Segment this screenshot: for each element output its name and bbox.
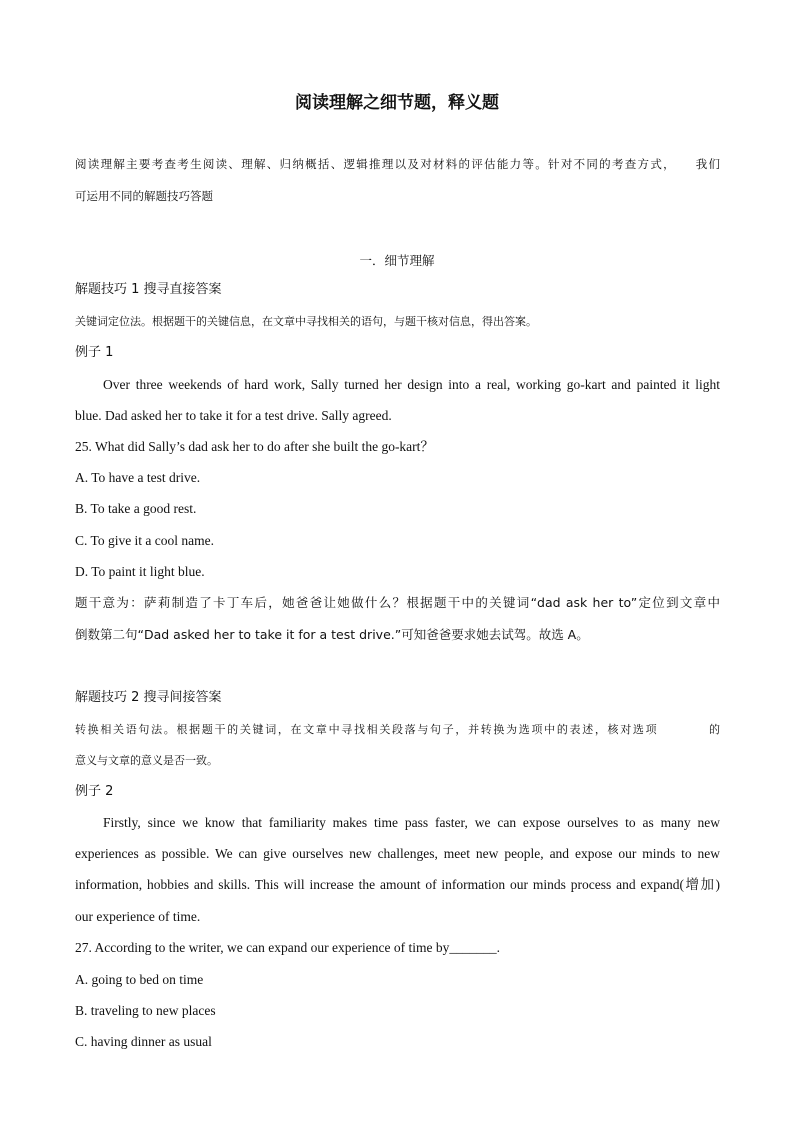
example-1-label: 例子 1: [75, 345, 114, 360]
example-2-label: 例子 2: [75, 784, 114, 799]
passage-2-line-4: our experience of time.: [75, 909, 201, 924]
analysis-1-line-2: 倒数第二句“Dad asked her to take it for a test drive.”可知爸爸要求她去试驾。故选 A。: [75, 627, 589, 642]
intro-line-2: 可运用不同的解题技巧答题: [75, 189, 213, 203]
tip2-title: 解题技巧 2 搜寻间接答案: [75, 690, 222, 705]
tip2-desc-line-1: 转换相关语句法。根据题干的关键词，在文章中寻找相关段落与句子，并转换为选项中的表述，核对选项 的: [75, 723, 720, 736]
intro-line-1: 阅读理解主要考查考生阅读、理解、归纳概括、逻辑推理以及对材料的评估能力等。针对不同的考查方式， 我们: [75, 157, 720, 171]
option-27-c: C. having dinner as usual: [75, 1034, 212, 1049]
tip2-desc-line-2: 意义与文章的意义是否一致。: [75, 754, 218, 767]
question-25: 25. What did Sally’s dad ask her to do after she built the go-kart？: [75, 439, 434, 454]
tip1-title: 解题技巧 1 搜寻直接答案: [75, 282, 222, 297]
passage-2-line-3: information, hobbies and skills. This will increase the amount of information our minds process and expand(增加): [75, 877, 720, 892]
passage-1-line-2: blue. Dad asked her to take it for a test drive. Sally agreed.: [75, 408, 392, 423]
passage-1-line-1: Over three weekends of hard work, Sally turned her design into a real, working go-kart and painted it light: [103, 377, 720, 392]
option-25-c: C. To give it a cool name.: [75, 533, 215, 548]
option-25-a: A. To have a test drive.: [75, 470, 201, 485]
passage-2-line-1: Firstly, since we know that familiarity makes time pass faster, we can expose ourselves to as many new: [103, 815, 720, 830]
page-title: 阅读理解之细节题，释义题: [295, 93, 499, 113]
analysis-1-line-1: 题干意为：萨莉制造了卡丁车后，她爸爸让她做什么？根据题干中的关键词“dad ask her to”定位到文章中: [75, 595, 720, 610]
question-27: 27. According to the writer, we can expand our experience of time by_______.: [75, 940, 500, 955]
option-27-a: A. going to bed on time: [75, 972, 204, 987]
passage-2-line-2: experiences as possible. We can give ourselves new challenges, meet new people, and expose our minds to new: [75, 846, 720, 861]
option-25-b: B. To take a good rest.: [75, 501, 197, 516]
option-27-b: B. traveling to new places: [75, 1003, 216, 1018]
section-heading: 一．细节理解: [359, 253, 435, 268]
tip1-desc: 关键词定位法。根据题干的关键信息，在文章中寻找相关的语句，与题干核对信息，得出答案。: [75, 315, 537, 328]
option-25-d: D. To paint it light blue.: [75, 564, 205, 579]
